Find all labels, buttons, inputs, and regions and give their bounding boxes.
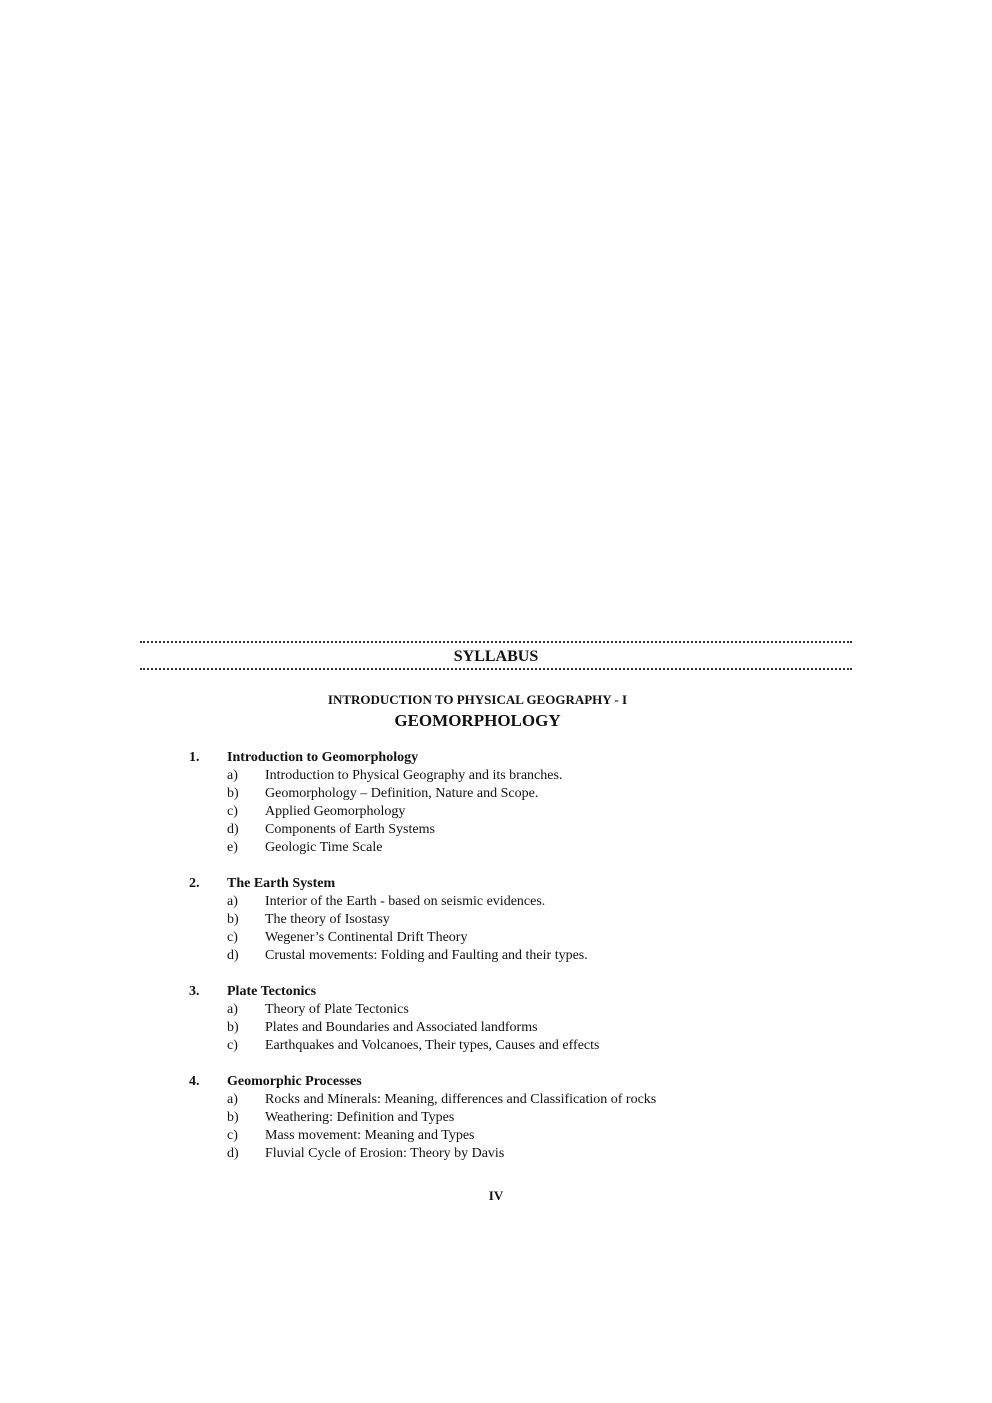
list-item bbox=[189, 1145, 829, 1163]
item-letter: d) bbox=[227, 1146, 239, 1161]
unit-title: Geomorphic Processes bbox=[227, 1074, 362, 1089]
item-text: Crustal movements: Folding and Faulting and their types. bbox=[265, 948, 588, 963]
unit-header bbox=[189, 1073, 829, 1091]
unit-title: Introduction to Geomorphology bbox=[227, 750, 419, 765]
syllabus-heading: SYLLABUS bbox=[453, 648, 539, 665]
item-text: Mass movement: Meaning and Types bbox=[265, 1128, 475, 1143]
list-item bbox=[189, 1001, 829, 1019]
item-letter: d) bbox=[227, 822, 239, 837]
list-item bbox=[189, 839, 829, 857]
item-text: Interior of the Earth - based on seismic evidences. bbox=[265, 894, 546, 909]
item-letter: b) bbox=[227, 1020, 239, 1035]
item-text: Theory of Plate Tectonics bbox=[265, 1002, 409, 1017]
item-letter: a) bbox=[227, 768, 238, 783]
unit-title: Plate Tectonics bbox=[227, 984, 317, 999]
item-text: Applied Geomorphology bbox=[265, 804, 406, 819]
course-subtitle: GEOMORPHOLOGY bbox=[394, 711, 561, 730]
list-item bbox=[189, 1127, 829, 1145]
item-text: Plates and Boundaries and Associated landforms bbox=[265, 1020, 538, 1035]
course-title: INTRODUCTION TO PHYSICAL GEOGRAPHY - I bbox=[327, 692, 628, 707]
unit-title: The Earth System bbox=[227, 876, 336, 891]
item-text: Weathering: Definition and Types bbox=[265, 1110, 455, 1125]
unit-1 bbox=[189, 749, 829, 857]
item-letter: e) bbox=[227, 840, 238, 855]
item-letter: b) bbox=[227, 786, 239, 801]
item-letter: c) bbox=[227, 930, 238, 945]
item-letter: c) bbox=[227, 804, 238, 819]
list-item bbox=[189, 821, 829, 839]
item-letter: c) bbox=[227, 1038, 238, 1053]
list-item bbox=[189, 893, 829, 911]
item-text: Rocks and Minerals: Meaning, differences and Classification of rocks bbox=[265, 1092, 657, 1107]
item-text: The theory of Isostasy bbox=[265, 912, 390, 927]
list-item bbox=[189, 911, 829, 929]
item-text: Wegener’s Continental Drift Theory bbox=[265, 930, 468, 945]
unit-header bbox=[189, 749, 829, 767]
unit-3 bbox=[189, 983, 829, 1055]
item-letter: a) bbox=[227, 1002, 238, 1017]
unit-2 bbox=[189, 875, 829, 965]
item-text: Geologic Time Scale bbox=[265, 840, 383, 855]
syllabus-units bbox=[189, 749, 829, 1181]
list-item bbox=[189, 1091, 829, 1109]
list-item bbox=[189, 1109, 829, 1127]
item-letter: a) bbox=[227, 1092, 238, 1107]
list-item bbox=[189, 767, 829, 785]
item-letter: a) bbox=[227, 894, 238, 909]
unit-number: 4. bbox=[189, 1074, 200, 1089]
top-dotted-divider bbox=[140, 641, 852, 643]
list-item bbox=[189, 785, 829, 803]
unit-number: 1. bbox=[189, 750, 200, 765]
unit-4 bbox=[189, 1073, 829, 1163]
item-text: Earthquakes and Volcanoes, Their types, Causes and effects bbox=[265, 1038, 600, 1053]
item-letter: c) bbox=[227, 1128, 238, 1143]
list-item bbox=[189, 947, 829, 965]
item-text: Geomorphology – Definition, Nature and Scope. bbox=[265, 786, 539, 801]
list-item bbox=[189, 929, 829, 947]
unit-header bbox=[189, 875, 829, 893]
item-letter: b) bbox=[227, 1110, 239, 1125]
item-letter: d) bbox=[227, 948, 239, 963]
item-text: Fluvial Cycle of Erosion: Theory by Davis bbox=[265, 1146, 505, 1161]
item-letter: b) bbox=[227, 912, 239, 927]
page-number: IV bbox=[488, 1188, 504, 1203]
item-text: Components of Earth Systems bbox=[265, 822, 435, 837]
list-item bbox=[189, 1037, 829, 1055]
unit-number: 3. bbox=[189, 984, 200, 999]
unit-number: 2. bbox=[189, 876, 200, 891]
unit-header bbox=[189, 983, 829, 1001]
bottom-dotted-divider bbox=[140, 668, 852, 670]
list-item bbox=[189, 803, 829, 821]
list-item bbox=[189, 1019, 829, 1037]
item-text: Introduction to Physical Geography and its branches. bbox=[265, 768, 563, 783]
